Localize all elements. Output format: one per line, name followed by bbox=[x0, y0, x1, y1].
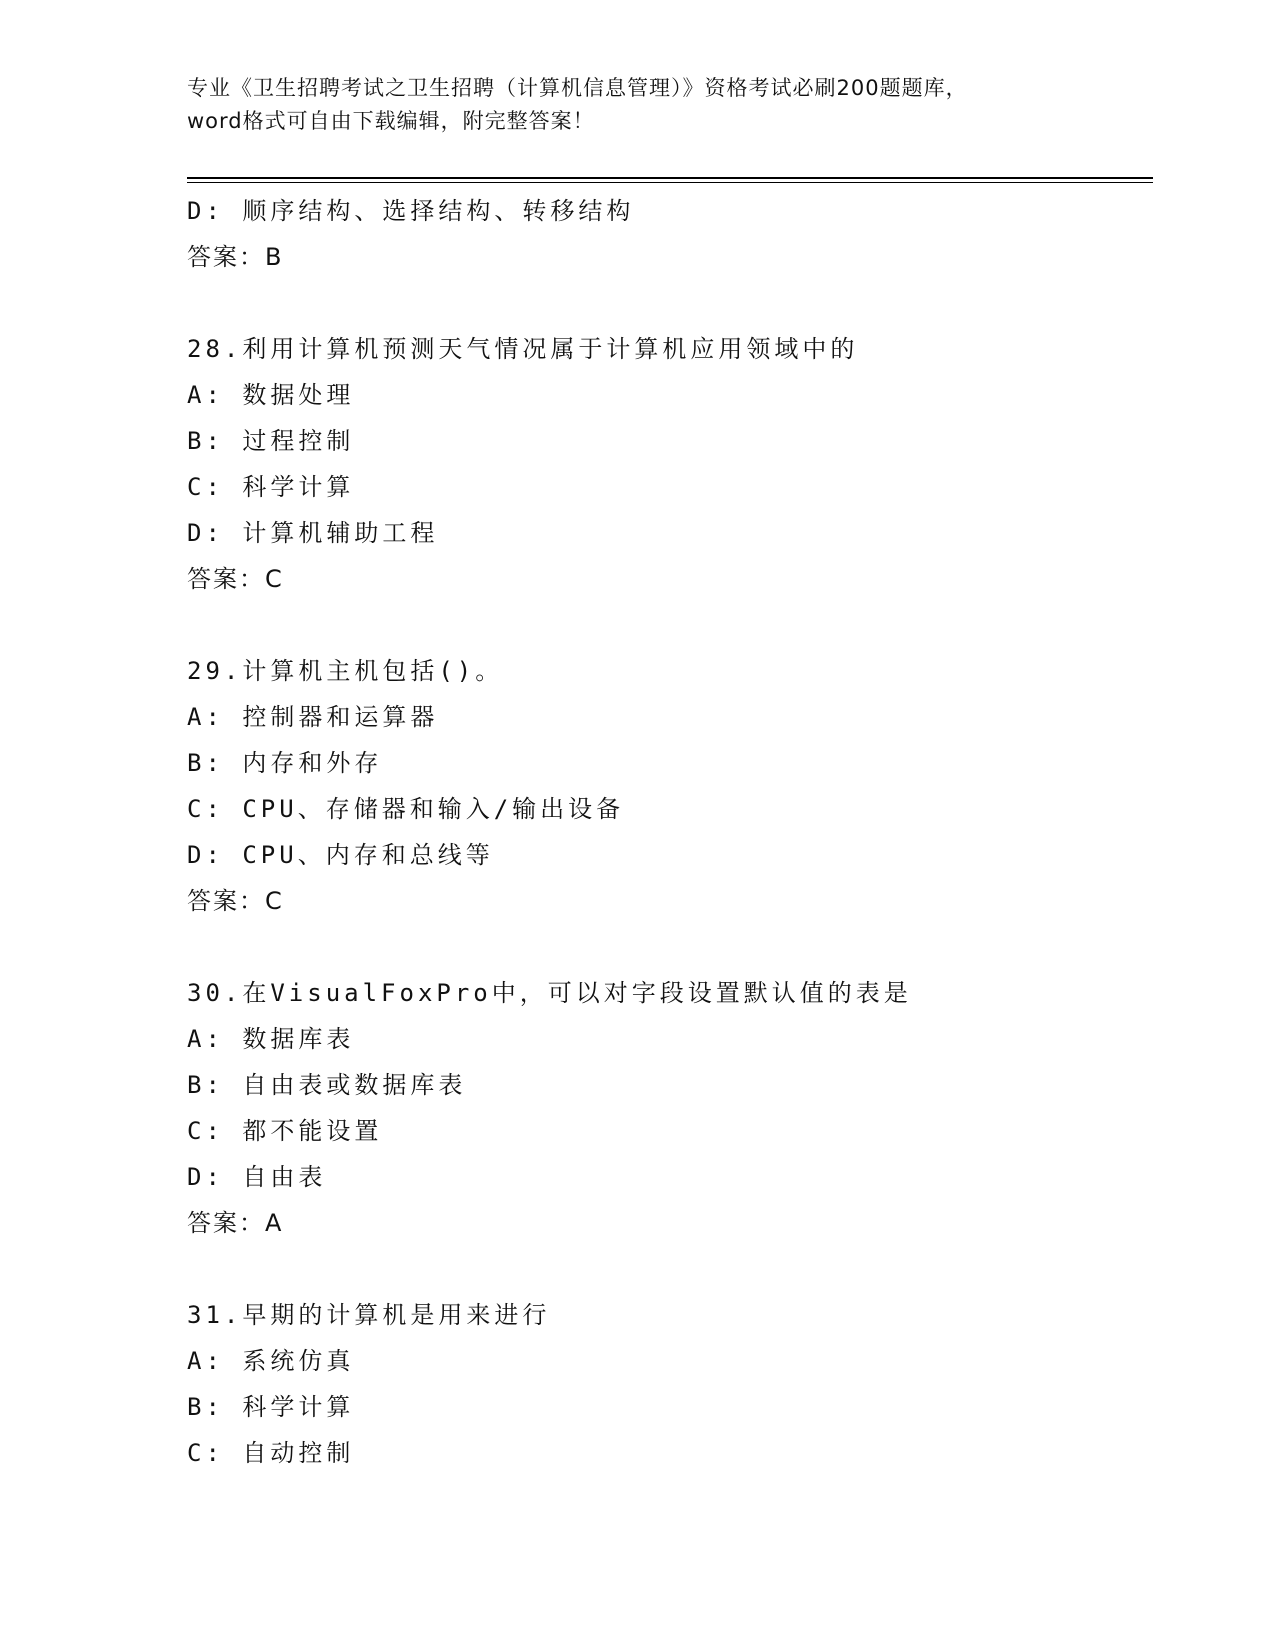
question-29 bbox=[187, 648, 1147, 924]
option-d: D: 自由表 bbox=[187, 1163, 327, 1191]
question-text: 31.早期的计算机是用来进行 bbox=[187, 1301, 551, 1329]
header-line-1: 专业《卫生招聘考试之卫生招聘（计算机信息管理）》资格考试必刷200题题库， bbox=[187, 76, 968, 100]
question-28 bbox=[187, 326, 1147, 602]
question-text: 29.计算机主机包括()。 bbox=[187, 657, 504, 685]
header-line-2: word格式可自由下载编辑，附完整答案！ bbox=[187, 109, 595, 133]
option-c: C: 自动控制 bbox=[187, 1439, 355, 1467]
option-a: A: 数据处理 bbox=[187, 381, 355, 409]
question-text: 30.在VisualFoxPro中，可以对字段设置默认值的表是 bbox=[187, 979, 912, 1007]
option-c: C: 科学计算 bbox=[187, 473, 355, 501]
answer: 答案：C bbox=[187, 565, 284, 593]
question-30 bbox=[187, 970, 1147, 1246]
option-b: B: 内存和外存 bbox=[187, 749, 383, 777]
option-c: C: CPU、存储器和输入/输出设备 bbox=[187, 795, 625, 823]
prev-option-d: D: 顺序结构、选择结构、转移结构 bbox=[187, 197, 635, 225]
answer: 答案：C bbox=[187, 887, 284, 915]
option-d: D: CPU、内存和总线等 bbox=[187, 841, 494, 869]
header-divider-thick bbox=[187, 177, 1153, 179]
option-c: C: 都不能设置 bbox=[187, 1117, 383, 1145]
answer: 答案：A bbox=[187, 1209, 284, 1237]
question-31 bbox=[187, 1292, 1147, 1476]
question-list bbox=[187, 188, 1147, 1522]
option-a: A: 数据库表 bbox=[187, 1025, 355, 1053]
question-text: 28.利用计算机预测天气情况属于计算机应用领域中的 bbox=[187, 335, 859, 363]
document-header bbox=[187, 72, 1087, 138]
header-divider-thin bbox=[187, 182, 1153, 183]
option-b: B: 自由表或数据库表 bbox=[187, 1071, 467, 1099]
prev-answer: 答案：B bbox=[187, 243, 284, 271]
option-b: B: 科学计算 bbox=[187, 1393, 355, 1421]
option-d: D: 计算机辅助工程 bbox=[187, 519, 439, 547]
option-b: B: 过程控制 bbox=[187, 427, 355, 455]
option-a: A: 系统仿真 bbox=[187, 1347, 355, 1375]
option-a: A: 控制器和运算器 bbox=[187, 703, 439, 731]
